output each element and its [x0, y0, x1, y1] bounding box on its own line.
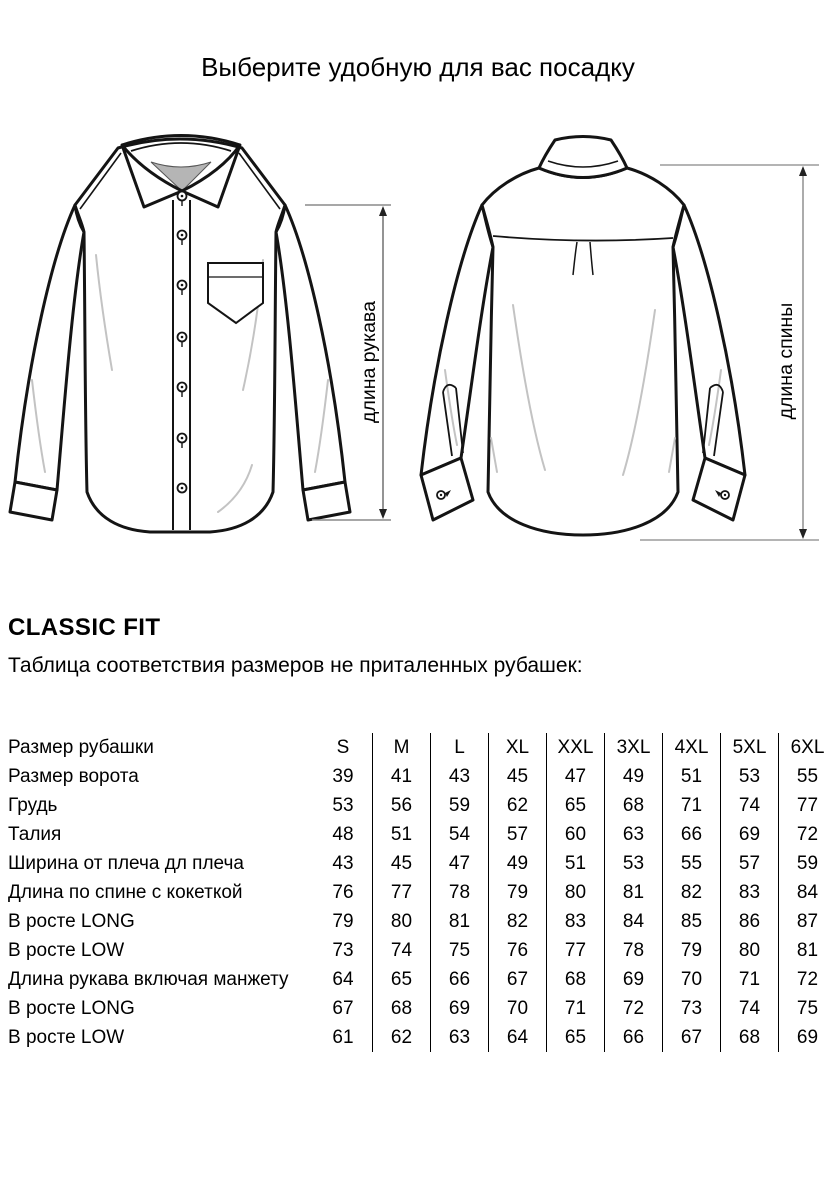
size-value: 67 [488, 965, 546, 994]
size-column-header: 5XL [720, 733, 778, 762]
size-value: 84 [604, 907, 662, 936]
size-value: 59 [430, 791, 488, 820]
size-value: 74 [720, 994, 778, 1023]
size-value: 62 [372, 1023, 430, 1052]
row-label: В росте LONG [8, 998, 135, 1019]
row-label: Размер ворота [8, 766, 139, 787]
size-value: 43 [332, 853, 354, 874]
size-table-header-row [8, 733, 836, 762]
size-value: 64 [332, 969, 354, 990]
size-value: 87 [778, 907, 836, 936]
size-column-header: 3XL [604, 733, 662, 762]
sleeve-length-label: длина рукава [358, 301, 380, 423]
size-value: 69 [604, 965, 662, 994]
size-value: 65 [546, 1023, 604, 1052]
size-value: 77 [372, 878, 430, 907]
size-value: 81 [778, 936, 836, 965]
size-table-row [8, 762, 836, 791]
row-label: Грудь [8, 795, 58, 816]
size-value: 85 [662, 907, 720, 936]
size-table-row [8, 1023, 836, 1052]
size-value: 71 [546, 994, 604, 1023]
back-left-sleeve [421, 205, 493, 475]
size-value: 79 [662, 936, 720, 965]
section-heading: CLASSIC FIT [8, 614, 161, 641]
size-value: 51 [662, 762, 720, 791]
size-value: 62 [488, 791, 546, 820]
size-value: 86 [720, 907, 778, 936]
size-value: 65 [546, 791, 604, 820]
size-table-header-label: Размер рубашки [8, 737, 154, 758]
size-value: 49 [604, 762, 662, 791]
back-body [482, 168, 684, 535]
size-table [8, 733, 836, 1052]
size-value: 43 [430, 762, 488, 791]
size-value: 70 [662, 965, 720, 994]
size-value: 69 [430, 994, 488, 1023]
size-value: 55 [662, 849, 720, 878]
size-value: 63 [604, 820, 662, 849]
front-right-sleeve [276, 205, 345, 490]
size-value: 67 [332, 998, 354, 1019]
front-right-cuff [303, 482, 350, 520]
size-value: 47 [430, 849, 488, 878]
size-value: 81 [604, 878, 662, 907]
size-value: 79 [332, 911, 354, 932]
section-subtitle: Таблица соответствия размеров не приталенных рубашек: [8, 654, 583, 677]
size-table-row [8, 936, 836, 965]
shirt-back-outline [421, 137, 745, 536]
size-value: 80 [372, 907, 430, 936]
back-length-label: длина спины [775, 302, 797, 420]
size-column-header: 6XL [778, 733, 836, 762]
size-column-header: XXL [546, 733, 604, 762]
page-title: Выберите удобную для вас посадку [201, 52, 635, 82]
size-value: 76 [488, 936, 546, 965]
size-value: 47 [546, 762, 604, 791]
row-label: Ширина от плеча дл плеча [8, 853, 244, 874]
size-value: 66 [662, 820, 720, 849]
size-value: 55 [778, 762, 836, 791]
size-table-row [8, 994, 836, 1023]
size-value: 74 [720, 791, 778, 820]
size-value: 65 [372, 965, 430, 994]
size-value: 81 [430, 907, 488, 936]
size-value: 73 [662, 994, 720, 1023]
size-table-row [8, 820, 836, 849]
size-value: 78 [604, 936, 662, 965]
size-value: 68 [546, 965, 604, 994]
front-left-sleeve [15, 205, 84, 490]
size-value: 39 [332, 766, 354, 787]
size-value: 82 [488, 907, 546, 936]
row-label: Длина по спине с кокеткой [8, 882, 243, 903]
size-value: 53 [720, 762, 778, 791]
size-column-header: 4XL [662, 733, 720, 762]
size-value: 71 [662, 791, 720, 820]
size-column-header: M [372, 733, 430, 762]
size-value: 41 [372, 762, 430, 791]
row-label: В росте LONG [8, 911, 135, 932]
size-value: 59 [778, 849, 836, 878]
size-value: 53 [604, 849, 662, 878]
size-value: 77 [546, 936, 604, 965]
back-right-sleeve [673, 205, 745, 475]
size-value: 56 [372, 791, 430, 820]
shirt-front-drawing [0, 120, 400, 565]
size-table-row [8, 791, 836, 820]
size-column-header: L [430, 733, 488, 762]
size-value: 45 [372, 849, 430, 878]
row-label: Длина рукава включая манжету [8, 969, 289, 990]
size-value: 54 [430, 820, 488, 849]
size-value: 72 [778, 820, 836, 849]
size-value: 83 [720, 878, 778, 907]
size-table-row [8, 878, 836, 907]
size-value: 83 [546, 907, 604, 936]
size-table-row [8, 907, 836, 936]
row-label: В росте LOW [8, 940, 125, 961]
size-value: 72 [778, 965, 836, 994]
back-collar [539, 137, 627, 178]
front-left-cuff [10, 482, 57, 520]
shirt-back-drawing [405, 120, 836, 565]
size-value: 57 [488, 820, 546, 849]
size-value: 75 [430, 936, 488, 965]
size-value: 79 [488, 878, 546, 907]
size-value: 51 [372, 820, 430, 849]
size-value: 57 [720, 849, 778, 878]
size-value: 82 [662, 878, 720, 907]
size-value: 68 [720, 1023, 778, 1052]
size-value: 80 [720, 936, 778, 965]
size-value: 77 [778, 791, 836, 820]
size-value: 66 [604, 1023, 662, 1052]
size-value: 48 [332, 824, 354, 845]
size-value: 68 [372, 994, 430, 1023]
size-value: 75 [778, 994, 836, 1023]
size-value: 67 [662, 1023, 720, 1052]
size-value: 69 [720, 820, 778, 849]
size-value: 61 [332, 1027, 354, 1048]
size-value: 68 [604, 791, 662, 820]
size-value: 64 [488, 1023, 546, 1052]
size-value: 84 [778, 878, 836, 907]
size-value: 63 [430, 1023, 488, 1052]
size-value: 73 [332, 940, 354, 961]
size-value: 71 [720, 965, 778, 994]
size-value: 51 [546, 849, 604, 878]
size-table-row [8, 849, 836, 878]
row-label: В росте LOW [8, 1027, 125, 1048]
size-value: 72 [604, 994, 662, 1023]
size-value: 60 [546, 820, 604, 849]
size-column-header: XL [488, 733, 546, 762]
size-table-row [8, 965, 836, 994]
size-column-header: S [336, 737, 350, 758]
size-value: 66 [430, 965, 488, 994]
size-value: 53 [332, 795, 354, 816]
row-label: Талия [8, 824, 62, 845]
size-value: 45 [488, 762, 546, 791]
size-value: 74 [372, 936, 430, 965]
size-value: 49 [488, 849, 546, 878]
size-value: 78 [430, 878, 488, 907]
size-value: 70 [488, 994, 546, 1023]
size-value: 80 [546, 878, 604, 907]
size-value: 76 [332, 882, 354, 903]
size-value: 69 [778, 1023, 836, 1052]
